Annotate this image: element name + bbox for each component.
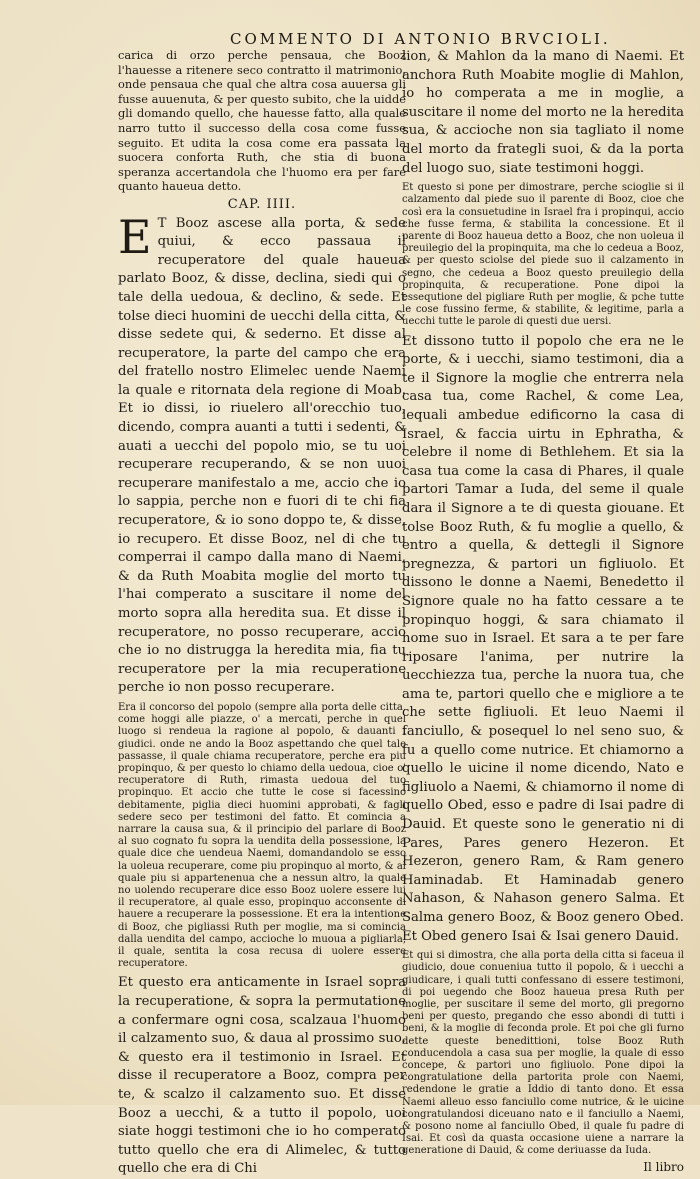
scripture-paragraph: lion, & Mahlon da la mano di Naemi. Et anchora Ruth Moabite moglie di Mahlon, io ho comperata a me in moglie, a suscitare il nome del morto ne la heredita sua, & accioche non sia tagliato il nome del morto da frategli suoi, & da la porta del luogo suo, siate testimoni hoggi. [402, 49, 684, 176]
commentary-paragraph: Era il concorso del popolo (sempre alla porta delle citta, come hoggi alle piazze, o' a mercati, perche in quel luogo si rendeua la ragione al popolo, & dauanti i giudici. onde ne ando la Booz aspettando che quel tale passasse, il quale chiama recuperatore, perche era piu propinquo, & per questo lo chiamo della uedoua, cioe o' recuperatore di Ruth, rimasta uedoua del tuo propinquo. Et accio che tutte le cose si facessino debitamente, piglia dieci huomini approbati, & fagli sedere seco per testimoni del fatto. Et comincia a narrare la causa sua, & il principio del parlare di Booz al suo cognato fu sopra la uendita della possessione, la quale dice che uendeua Naemi, domandandolo se esso la uoleua recuperare, come piu propinquo al morto, & al quale piu si appartenenua che a nessun altro, la quale no uolendo recuperare dice esso Booz uolere essere lui il recuperatore, al quale esso, propinquo acconsente di hauere a recuperare la possessione. Et era la intentione di Booz, che pigliassi Ruth per moglie, ma si comincia dalla uendita del campo, accioche lo muoua a pigliarla, il quale, sentita la cosa recusa di uolere essere recuperatore. [118, 701, 406, 970]
running-head: COMMENTO DI ANTONIO BRVCIOLI. [230, 30, 611, 48]
catchword: Il libro [643, 1159, 684, 1174]
chapter-heading: CAP. IIII. [227, 196, 297, 212]
scripture-paragraph [118, 209, 406, 698]
commentary-paragraph: Et questo si pone per dimostrare, perche scioglie si il calzamento dal piede suo il parente di Booz, cioe che così era la consuetudine in Israel fra i propinqui, accio che fusse ferma, & stabilita la concessione. Et il parente di Booz haueua detto a Booz, che non uoleua il preuilegio del la propinquita, ma che lo cedeua a Booz, & per questo sciolse del piede suo il calzamento in segno, che cedeua a Booz questo preuilegio della propinquita, & recuperatione. Pone dipoi la essequtione del pigliare Ruth per moglie, & pche tutte le cose fussino ferme, & stabilite, & legitime, parla a uecchi tutte le parole di questi due uersi. [402, 182, 684, 328]
drop-capital: E [118, 209, 152, 264]
commentary-paragraph: Et qui si dimostra, che alla porta della citta si faceua il giudicio, doue conueniua tutto il popolo, & i uecchi a giudicare, i quali tutti confessano di essere testimoni, di poi uegendo che Booz haueua presa Ruth per moglie, per suscitare il seme del morto, gli pregorno beni per questo, pregando che esso abondi di tutti i beni, & la moglie di feconda prole. Et poi che gli furno dette queste benedittioni, tolse Booz Ruth conducendola a casa sua per moglie, la quale di esso concepe, & partori uno figliuolo. Pone dipoi la congratulatione della partorita prole con Naemi, redendone le gratie a Iddio di tanto dono. Et essa Naemi alleuo esso fanciullo come nutrice, & le uicine congratulandosi diceuano nato e il fanciullo a Naemi, & posono nome al fanciullo Obed, il quale fu padre di Isai. Et così da quasta occasione uiene a narrare la generatione di Dauid, & come deriuasse da Iuda. [402, 950, 684, 1157]
scripture-paragraph: Et dissono tutto il popolo che era ne le porte, & i uecchi, siamo testimoni, dia a te il Signore la moglie che entrerra nela casa tua, come Rachel, & come Lea, lequali ambedue edificorno la casa di Israel, & faccia uirtu in Ephratha, & celebre il nome di Bethlehem. Et sia la casa tua come la casa di Phares, il quale partori Tamar a Iuda, del seme il quale dara il Signore a te di questa giouane. Et tolse Booz Ruth, & fu moglie a quello, & entro a quella, & dettegli il Signore pregnezza, & partori un figliuolo. Et dissono le donne a Naemi, Benedetto il Signore quale no ha fatto cessare a te propinquo hoggi, & sara chiamato il nome suo in Israel. Et sara a te per fare riposare l'anima, per nutrire la uecchiezza tua, perche la nuora tua, che ama te, partori quello che e migliore a te che sette figliuoli. Et leuo Naemi il fanciullo, & posequel lo nel seno suo, & fu a quello come nutrice. Et chiamorno a quello le uicine il nome dicendo, Nato e figliuolo a Naemi, & chiamorno il nome di quello Obed, esso e padre di Isai padre di Dauid. Et queste sono le generatio ni di Pares, Pares genero Hezeron. Et Hezeron, genero Ram, & Ram genero Haminadab. Et Haminadab genero Nahason, & Nahason genero Salma. Et Salma genero Booz, & Booz genero Obed. Et Obed genero Isai & Isai genero Dauid. [402, 333, 684, 944]
commentary-paragraph: carica di orzo perche pensaua, che Booz l'hauesse a ritenere seco contratto il matrimonio, onde pensaua che qual che altra cosa auuersa gli fusse auuenuta, & per questo subito, che la uidde gli domando quello, che hauesse fatto, alla quale narro tutto il successo della cosa come fusse seguito. Et udita la cosa come era passata la suocera conforta Ruth, che stia di buona speranza accertandola che l'huomo era per fare quanto haueua detto. [118, 48, 406, 194]
right-column [402, 48, 684, 1174]
scripture-text: T Booz ascese alla porta, & sede quiui, & ecco passaua il recuperatore del quale haueua parlato Booz, & disse, declina, siedi qui o tale della uedoua, & declino, & sede. Et tolse dieci huomini de uecchi della citta, & disse sedete qui, & sederno. Et disse al recuperatore, la parte del campo che era del fratello nostro Elimelec uende Naemi la quale e ritornata dela regione di Moab. Et io dissi, io riuelero all'orecchio tuo, dicendo, compra auanti a tutti i sedenti, & auati a uecchi del popolo mio, se tu uoi recuperare recuperando, & se non uuoi recuperare manifestalo a me, accio che io lo sappia, perche non e fuori di te chi fia recuperatore, & io sono doppo te, & disse, io recupero. Et disse Booz, nel di che tu comperrai il campo dalla mano di Naemi, & da Ruth Moabita moglie del morto tu l'hai comperato a suscitare il nome del morto sopra alla heredita sua. Et disse il recuperatore, no posso recuperare, accio che io no distrugga la heredita mia, fia tu recuperatore per la mia recuperatione perche io non posso recuperare. [118, 215, 406, 696]
scripture-paragraph: Et questo era anticamente in Israel sopra la recuperatione, & sopra la permutatione a confermare ogni cosa, scalzaua l'huomo il calzamento suo, & daua al prossimo suo, & questo era il testimonio in Israel. Et disse il recuperatore a Booz, compra per te, & scalzo il calzamento suo. Et disse Booz a uecchi, & a tutto il popolo, uoi siate hoggi testimoni che io ho comperato tutto quello che era di Alimelec, & tutto quello che era di Chi [118, 975, 406, 1177]
left-column [118, 48, 406, 1179]
